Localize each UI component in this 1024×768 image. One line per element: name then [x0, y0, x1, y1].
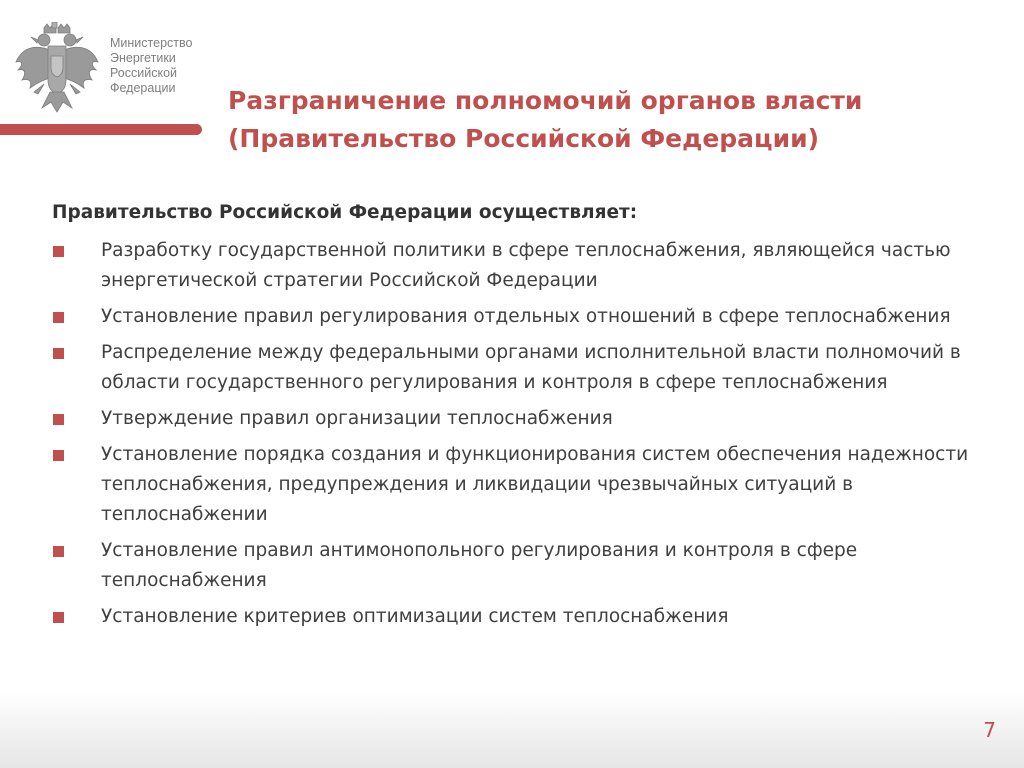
list-item-text: Установление критериев оптимизации систем теплоснабжения: [101, 606, 729, 627]
list-item-text: Установление правил антимонопольного регулирования и контроля в сфере теплоснабжения: [101, 540, 858, 591]
intro-text: Правительство Российской Федерации осуществляет:: [52, 202, 638, 223]
ministry-line: Российской: [110, 66, 177, 80]
ministry-line: Энергетики: [110, 51, 176, 65]
double-headed-eagle-emblem-icon: [14, 22, 100, 114]
ministry-line: Министерство: [110, 36, 193, 50]
square-bullet-icon: [53, 246, 64, 257]
square-bullet-icon: [53, 312, 64, 323]
list-item: [52, 236, 992, 296]
square-bullet-icon: [53, 348, 64, 359]
ministry-line: Федерации: [110, 81, 176, 95]
slide-title-line: Разграничение полномочий органов власти: [228, 86, 863, 115]
list-item: [52, 536, 992, 596]
square-bullet-icon: [53, 414, 64, 425]
list-item: [52, 440, 992, 530]
list-item: [52, 602, 992, 632]
ministry-name: [110, 36, 192, 96]
accent-bar: [0, 124, 202, 135]
list-item-text: Утверждение правил организации теплоснабжения: [101, 408, 613, 429]
list-item-text: Разработку государственной политики в сфере теплоснабжения, являющейся частью энергетической стратегии Российской Федерации: [101, 240, 951, 291]
slide-title: [228, 82, 1008, 158]
slide-title-line: (Правительство Российской Федерации): [228, 124, 820, 153]
list-item-text: Распределение между федеральными органами исполнительной власти полномочий в области государственного регулирования и контроля в сфере теплоснабжения: [101, 342, 961, 393]
bullet-list: [52, 236, 992, 638]
list-item: [52, 302, 992, 332]
square-bullet-icon: [53, 546, 64, 557]
square-bullet-icon: [53, 450, 64, 461]
list-item: [52, 338, 992, 398]
page-number: 7: [983, 718, 996, 742]
list-item-text: Установление правил регулирования отдельных отношений в сфере теплоснабжения: [101, 306, 951, 327]
square-bullet-icon: [53, 612, 64, 623]
list-item-text: Установление порядка создания и функционирования систем обеспечения надежности теплоснабжения, предупреждения и ликвидации чрезвычайных ситуаций в теплоснабжении: [101, 444, 969, 525]
list-item: [52, 404, 992, 434]
